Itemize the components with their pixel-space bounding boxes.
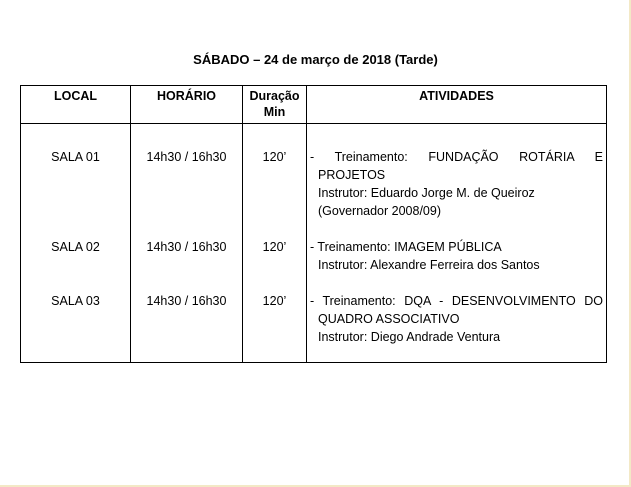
header-horario: HORÁRIO — [131, 86, 243, 124]
table-row — [21, 124, 607, 221]
cell-duracao: 120’ — [243, 274, 307, 363]
cell-duracao: 120’ — [243, 124, 307, 221]
activity-line: (Governador 2008/09) — [318, 204, 441, 218]
activity-line: PROJETOS — [318, 168, 386, 182]
cell-local: SALA 02 — [21, 220, 131, 274]
document-title: SÁBADO – 24 de março de 2018 (Tarde) — [193, 52, 438, 67]
cell-local: SALA 03 — [21, 274, 131, 363]
header-duracao — [243, 86, 307, 124]
header-row — [21, 86, 607, 124]
activity-line: Instrutor: Diego Andrade Ventura — [318, 330, 501, 344]
cell-horario: 14h30 / 16h30 — [131, 274, 243, 363]
cell-local: SALA 01 — [21, 124, 131, 221]
cell-horario: 14h30 / 16h30 — [131, 124, 243, 221]
header-local: LOCAL — [21, 86, 131, 124]
header-duracao-line1: Duração — [249, 89, 300, 103]
activity-line: - Treinamento: IMAGEM PÚBLICA — [310, 240, 502, 254]
activity-line: Instrutor: Alexandre Ferreira dos Santos — [318, 258, 540, 272]
table-row — [21, 274, 607, 363]
cell-atividades — [307, 220, 607, 274]
cell-atividades — [307, 124, 607, 221]
cell-horario: 14h30 / 16h30 — [131, 220, 243, 274]
schedule-table — [20, 85, 607, 363]
activity-line: - Treinamento: DQA - DESENVOLVIMENTO DO — [310, 294, 603, 308]
cell-duracao: 120’ — [243, 220, 307, 274]
activity-line: QUADRO ASSOCIATIVO — [318, 312, 460, 326]
table-row — [21, 220, 607, 274]
cell-atividades — [307, 274, 607, 363]
activity-line: - Treinamento: FUNDAÇÃO ROTÁRIA E — [310, 150, 603, 164]
header-duracao-line2: Min — [263, 105, 286, 119]
activity-line: Instrutor: Eduardo Jorge M. de Queiroz — [318, 186, 535, 200]
header-atividades: ATIVIDADES — [307, 86, 607, 124]
